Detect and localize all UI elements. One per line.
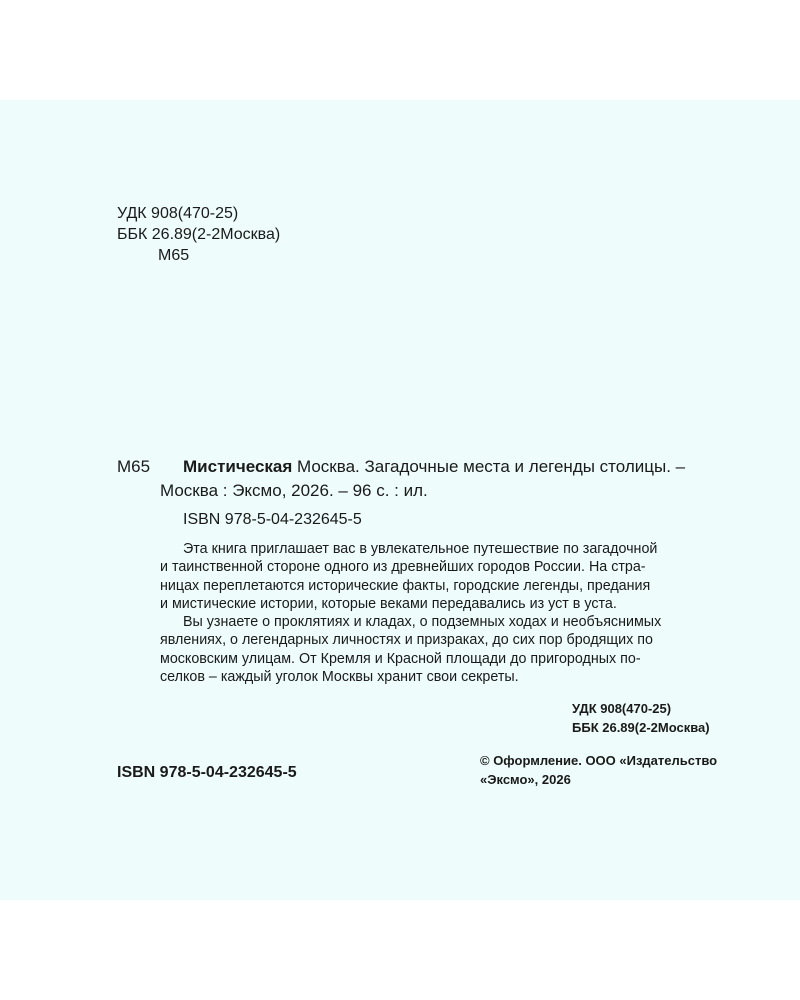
- annotation-line: селков – каждый уголок Москвы хранит свои секреты.: [160, 669, 519, 686]
- bbk-code: ББК 26.89(2-2Москва): [117, 226, 281, 243]
- copyright: [480, 751, 717, 789]
- annotation-line: явлениях, о легендарных личностях и призраках, до сих пор бродящих по: [160, 632, 653, 649]
- title-rest: Москва. Загадочные места и легенды столицы. –: [292, 457, 686, 476]
- bottom-isbn: ISBN 978-5-04-232645-5: [117, 764, 297, 781]
- bottom-bbk-code: ББК 26.89(2-2Москва): [572, 720, 710, 735]
- annotation: [160, 540, 723, 686]
- annotation-line: московским улицам. От Кремля и Красной площади до пригородных по-: [160, 650, 641, 667]
- author-mark: М65: [158, 247, 190, 264]
- copyright-line: «Эксмо», 2026: [480, 772, 571, 787]
- title-bold: Мистическая: [183, 457, 293, 476]
- annotation-line: Эта книга приглашает вас в увлекательное путешествие по загадочной: [183, 541, 658, 557]
- record-title: [183, 457, 685, 477]
- annotation-line: и мистические истории, которые веками передавались из уст в уста.: [160, 595, 617, 612]
- classification-codes: [117, 203, 280, 266]
- record-isbn: ISBN 978-5-04-232645-5: [183, 511, 362, 528]
- udk-code: УДК 908(470-25): [117, 205, 239, 222]
- annotation-line: Вы узнаете о проклятиях и кладах, о подземных ходах и необъяснимых: [183, 614, 662, 631]
- publication-line: Москва : Эксмо, 2026. – 96 с. : ил.: [160, 481, 428, 500]
- record-author-mark: М65: [117, 457, 151, 476]
- copyright-line: © Оформление. ООО «Издательство: [480, 753, 718, 768]
- annotation-line: ницах переплетаются исторические факты, городские легенды, предания: [160, 577, 651, 594]
- bottom-classification-codes: [572, 699, 710, 737]
- bottom-udk-code: УДК 908(470-25): [572, 701, 672, 716]
- annotation-line: и таинственной стороне одного из древнейших городов России. На стра-: [160, 559, 646, 576]
